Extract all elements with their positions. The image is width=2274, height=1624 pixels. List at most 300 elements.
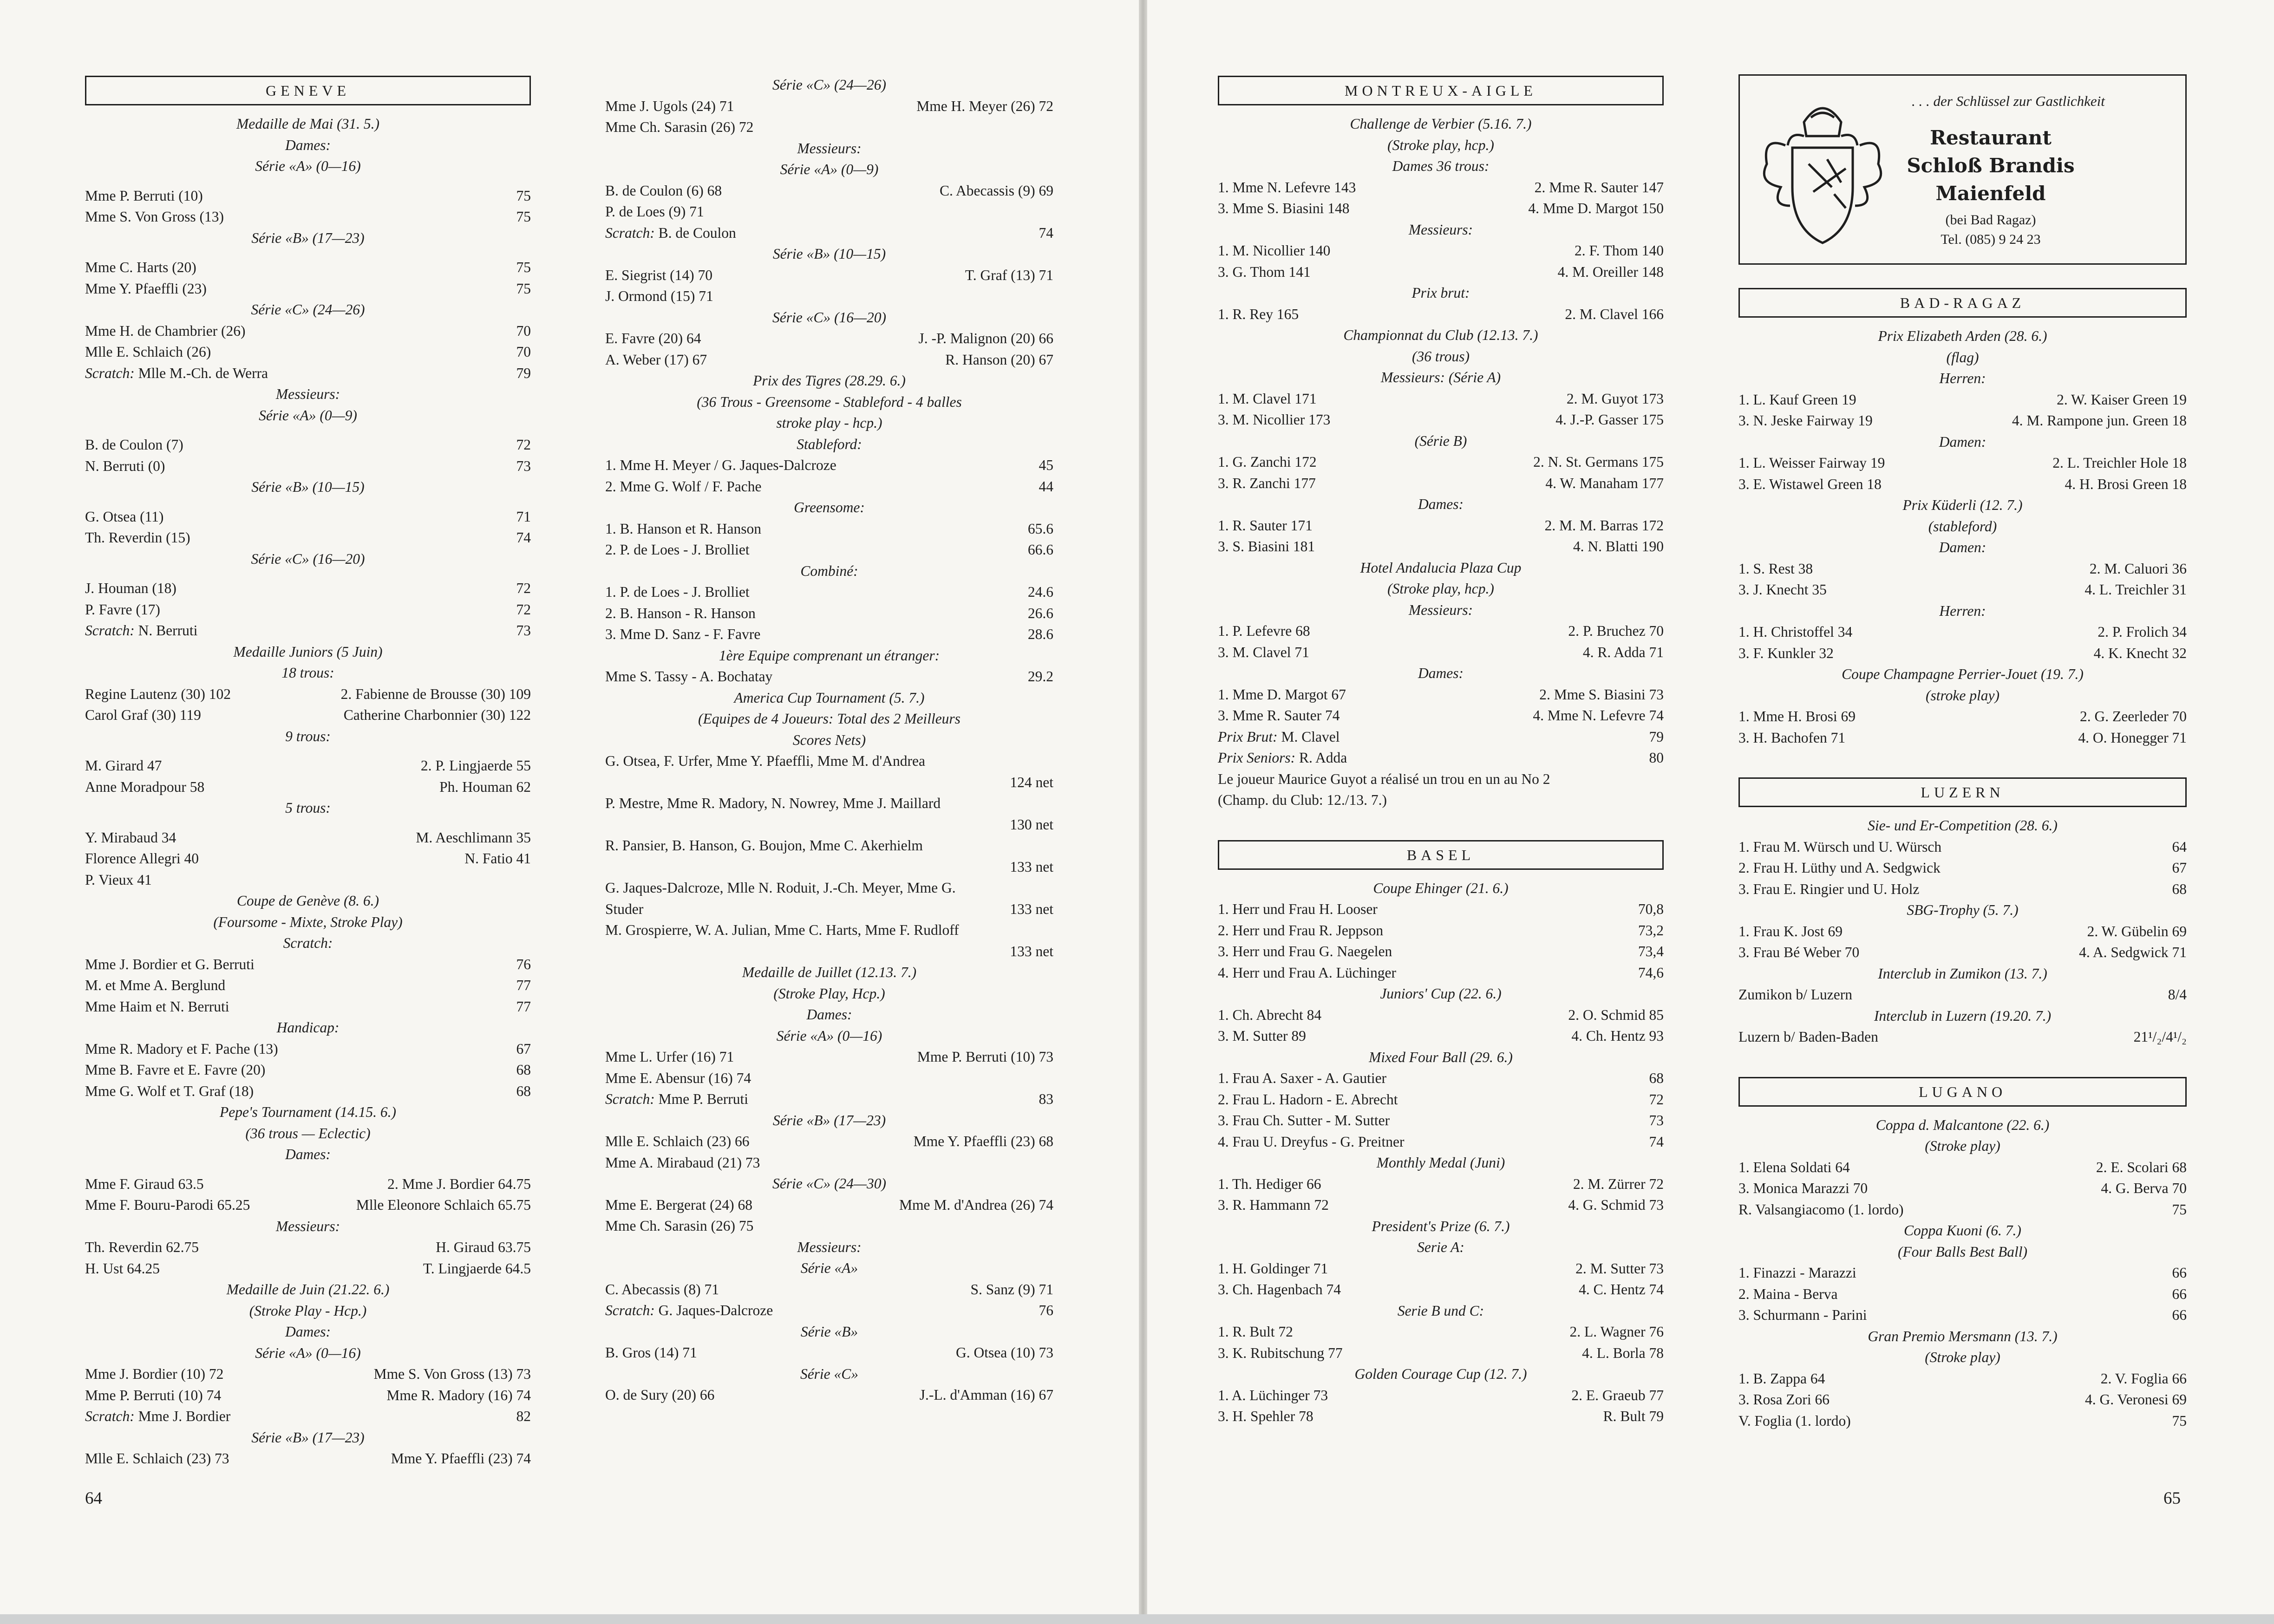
subheading: (stableford) <box>1928 518 1997 535</box>
result-name: Mme L. Urfer (16) 71 <box>605 1049 734 1065</box>
result-line: P. Vieux 41 <box>85 871 152 888</box>
result-score: 2. G. Zeerleder 70 <box>2079 708 2187 724</box>
subheading: 1ère Equipe comprenant un étranger: <box>719 647 940 664</box>
result-name: Studer <box>605 900 644 917</box>
result-row <box>85 1194 531 1216</box>
result-name: Mme J. Ugols (24) 71 <box>605 98 734 114</box>
subheading: (Stroke play) <box>1925 1138 2000 1154</box>
result-row <box>605 265 1053 286</box>
spacer <box>85 1165 531 1174</box>
result-row <box>1218 1131 1664 1153</box>
scratch-name: Mme J. Bordier <box>134 1408 231 1424</box>
result-score: 67 <box>2172 860 2187 876</box>
result-row <box>1738 706 2187 727</box>
result-name: Mme F. Bouru-Parodi 65.25 <box>85 1197 250 1213</box>
result-name: Mlle E. Schlaich (23) 66 <box>605 1133 750 1149</box>
result-row <box>1218 240 1664 261</box>
result-row <box>85 206 531 228</box>
spacer <box>85 747 531 755</box>
result-row <box>85 456 531 477</box>
result-score: 4. C. Hentz 74 <box>1579 1281 1664 1298</box>
subheading: SBG-Trophy (5. 7.) <box>1907 902 2019 918</box>
subheading: Coupe Ehinger (21. 6.) <box>1373 880 1509 896</box>
result-name: 3. J. Knecht 35 <box>1738 581 1827 598</box>
result-score: 73,4 <box>1638 943 1664 959</box>
subheading: Scratch: <box>283 935 333 951</box>
result-name: 3. K. Rubitschung 77 <box>1218 1344 1343 1361</box>
result-line: Mme A. Mirabaud (21) 73 <box>605 1154 760 1171</box>
result-line: G. Otsea, F. Urfer, Mme Y. Pfaeffli, Mme M. d'Andrea <box>605 753 925 769</box>
result-line: Mme Ch. Sarasin (26) 75 <box>605 1218 754 1234</box>
result-row <box>1218 1004 1664 1026</box>
result-name: H. Ust 64.25 <box>85 1260 160 1277</box>
result-line: Mme Ch. Sarasin (26) 72 <box>605 119 754 135</box>
result-score: 4. H. Brosi Green 18 <box>2065 476 2187 492</box>
result-row <box>605 772 1053 793</box>
result-name: 1. M. Nicollier 140 <box>1218 242 1331 259</box>
spacer <box>1738 1048 2187 1076</box>
result-score: 66 <box>2172 1307 2187 1323</box>
result-name: 4. Frau U. Dreyfus - G. Preitner <box>1218 1133 1405 1150</box>
subheading: (Four Balls Best Ball) <box>1897 1243 2028 1260</box>
subheading: Série «B» (17—23) <box>251 229 365 246</box>
result-line: R. Pansier, B. Hanson, G. Boujon, Mme C. Akerhielm <box>605 837 923 854</box>
result-score: 68 <box>1649 1070 1664 1086</box>
result-row <box>1218 1194 1664 1216</box>
subheading: Série «C» (16—20) <box>251 550 365 567</box>
subheading: Messieurs: <box>275 386 340 402</box>
result-row <box>605 328 1053 349</box>
subheading: (flag) <box>1946 349 1979 365</box>
result-row <box>1218 388 1664 410</box>
result-score: 4. L. Treichler 31 <box>2084 581 2187 598</box>
scratch-label <box>605 222 736 244</box>
spacer <box>85 569 531 578</box>
result-score: 2. M. Caluori 36 <box>2089 560 2187 577</box>
result-name: 1. L. Kauf Green 19 <box>1738 391 1856 408</box>
result-score: 2. M. Clavel 166 <box>1565 306 1664 322</box>
result-line: J. Ormond (15) 71 <box>605 288 713 304</box>
ad-address: (bei Bad Ragaz) Tel. (085) 9 24 23 <box>1941 212 2041 247</box>
result-score: 71 <box>516 508 531 525</box>
subheading: Dames: <box>1418 665 1464 681</box>
result-score: Mme Y. Pfaeffli (23) 74 <box>391 1450 531 1467</box>
result-row <box>1738 474 2187 495</box>
result-name: 2. Herr und Frau R. Jeppson <box>1218 922 1384 939</box>
book-gutter <box>1139 0 1147 1614</box>
subheading: President's Prize (6. 7.) <box>1372 1218 1510 1234</box>
result-row <box>1738 1178 2187 1199</box>
result-score: 73 <box>1649 1112 1664 1128</box>
result-row <box>1738 1368 2187 1389</box>
result-row <box>1218 920 1664 941</box>
result-name: 3. Mme D. Sanz - F. Favre <box>605 626 761 642</box>
result-name: Mme B. Favre et E. Favre (20) <box>85 1062 266 1078</box>
spacer <box>85 177 531 185</box>
subheading: Série «A» (0—9) <box>780 161 879 177</box>
result-score: 2. N. St. Germans 175 <box>1533 454 1664 470</box>
result-name: Mme S. Von Gross (13) <box>85 209 224 225</box>
result-name: 1. Frau M. Würsch und U. Würsch <box>1738 838 1942 855</box>
result-row <box>1738 1262 2187 1284</box>
result-score: J.-L. d'Amman (16) 67 <box>919 1387 1053 1403</box>
subheading: Série «B» (17—23) <box>772 1112 886 1128</box>
subheading: Medaille de Juin (21.22. 6.) <box>226 1281 390 1298</box>
left-column-1 <box>85 74 531 1469</box>
result-name: 3. Rosa Zori 66 <box>1738 1391 1830 1408</box>
subheading: stroke play - hcp.) <box>776 415 882 431</box>
subheading: Prix Elizabeth Arden (28. 6.) <box>1878 328 2047 344</box>
result-name: Mme J. Bordier et G. Berruti <box>85 956 255 972</box>
scratch-row <box>605 222 1053 244</box>
subheading: Mixed Four Ball (29. 6.) <box>1369 1049 1513 1065</box>
result-name: 3. G. Thom 141 <box>1218 263 1311 280</box>
result-row <box>1738 643 2187 664</box>
scratch-row <box>85 1406 531 1427</box>
result-row <box>85 954 531 975</box>
result-row <box>85 341 531 363</box>
result-line: Mme E. Abensur (16) 74 <box>605 1070 751 1086</box>
result-row <box>85 996 531 1017</box>
subheading: 5 trous: <box>285 800 331 816</box>
result-line: Le joueur Maurice Guyot a réalisé un trou en un au No 2 <box>1218 770 1550 787</box>
scratch-caption: Scratch: <box>605 224 655 241</box>
subheading: Damen: <box>1939 539 1986 555</box>
section-header: LUZERN <box>1738 777 2187 807</box>
result-name: 3. Herr und Frau G. Naegelen <box>1218 943 1392 959</box>
result-name: 3. Schurmann - Parini <box>1738 1307 1867 1323</box>
result-score: 21¹/₂/4¹/₂ <box>2133 1029 2187 1045</box>
scratch-score: 83 <box>1039 1091 1053 1107</box>
result-name: B. de Coulon (6) 68 <box>605 182 722 199</box>
result-score: 2. P. Frolich 34 <box>2098 624 2187 640</box>
result-score: 2. E. Scolari 68 <box>2096 1159 2187 1175</box>
result-score: 28.6 <box>1027 626 1053 642</box>
subheading: Scores Nets) <box>792 731 866 748</box>
section-header: LUGANO <box>1738 1077 2187 1107</box>
result-row <box>605 856 1053 878</box>
result-score: 74 <box>1649 1133 1664 1150</box>
result-name: 1. Mme H. Brosi 69 <box>1738 708 1856 724</box>
subheading: Serie A: <box>1417 1239 1464 1255</box>
result-row <box>1218 1385 1664 1406</box>
result-score: 75 <box>2172 1201 2187 1218</box>
result-name: Th. Reverdin (15) <box>85 529 190 546</box>
result-name: Luzern b/ Baden-Baden <box>1738 1029 1878 1045</box>
subheading: Sie- und Er-Competition (28. 6.) <box>1868 817 2058 834</box>
result-score: R. Bult 79 <box>1603 1408 1664 1424</box>
subheading: 18 trous: <box>281 665 334 681</box>
result-score: Mlle Eleonore Schlaich 65.75 <box>356 1197 531 1213</box>
subheading: Série «C» (24—26) <box>251 301 365 318</box>
result-name: Zumikon b/ Luzern <box>1738 986 1852 1003</box>
result-name: 1. P. de Loes - J. Brolliet <box>605 584 750 600</box>
result-row <box>1738 836 2187 858</box>
result-score: 65.6 <box>1027 520 1053 537</box>
result-row <box>1218 684 1664 705</box>
result-score: 2. M. Sutter 73 <box>1575 1260 1664 1277</box>
result-name: E. Siegrist (14) 70 <box>605 267 712 283</box>
result-row <box>1218 962 1664 984</box>
spacer <box>85 498 531 506</box>
subheading: (36 trous) <box>1412 348 1470 365</box>
result-score: 4. G. Veronesi 69 <box>2084 1391 2187 1408</box>
scratch-label <box>605 1300 773 1321</box>
result-score: 77 <box>516 998 531 1015</box>
subheading: Messieurs: <box>275 1218 340 1234</box>
scratch-name: Mlle M.-Ch. de Werra <box>134 365 268 381</box>
result-name: 3. H. Bachofen 71 <box>1738 729 1846 746</box>
result-row <box>1218 642 1664 663</box>
subheading: Prix des Tigres (28.29. 6.) <box>753 372 906 389</box>
result-score: T. Graf (13) 71 <box>965 267 1053 283</box>
result-score: 2. M. Guyot 173 <box>1566 390 1664 407</box>
result-row <box>85 320 531 342</box>
result-name: Mme C. Harts (20) <box>85 259 196 275</box>
scratch-label <box>85 363 268 384</box>
subheading: Dames: <box>285 1324 331 1340</box>
subheading: Prix brut: <box>1411 285 1470 301</box>
result-name: 3. R. Zanchi 177 <box>1218 475 1316 491</box>
result-name: 2. P. de Loes - J. Brolliet <box>605 541 750 558</box>
subheading: Messieurs: <box>1408 221 1473 238</box>
subheading: Messieurs: <box>797 140 862 157</box>
result-score: 2. Fabienne de Brousse (30) 109 <box>340 685 531 702</box>
result-name: 3. M. Sutter 89 <box>1218 1028 1306 1044</box>
scratch-caption: Prix Seniors: <box>1218 750 1296 766</box>
subheading: Série «B» (10—15) <box>772 246 886 262</box>
result-score: 70 <box>516 344 531 360</box>
result-row <box>605 666 1053 687</box>
result-row <box>1218 1279 1664 1300</box>
subheading: Interclub in Luzern (19.20. 7.) <box>1874 1007 2052 1024</box>
result-score: 4. G. Berva 70 <box>2101 1180 2187 1196</box>
result-score: 66.6 <box>1027 541 1053 558</box>
result-row <box>605 1046 1053 1068</box>
result-row <box>605 1342 1053 1363</box>
result-line: (Champ. du Club: 12./13. 7.) <box>1218 792 1387 808</box>
result-row <box>85 1363 531 1385</box>
result-score: 24.6 <box>1027 584 1053 600</box>
spacer <box>85 819 531 827</box>
subheading: (Equipes de 4 Joueurs: Total des 2 Meilleurs <box>698 711 961 727</box>
result-row <box>1218 473 1664 494</box>
result-score: 2. L. Wagner 76 <box>1569 1324 1664 1340</box>
result-name: B. Gros (14) 71 <box>605 1344 697 1361</box>
scratch-score: 76 <box>1039 1302 1053 1318</box>
page-number: 64 <box>85 1489 102 1508</box>
result-score: 2. P. Lingjaerde 55 <box>420 757 531 774</box>
result-name: Mme J. Bordier (10) 72 <box>85 1366 224 1382</box>
result-name: 3. M. Nicollier 173 <box>1218 411 1331 428</box>
result-row <box>85 755 531 776</box>
result-score: Catherine Charbonnier (30) 122 <box>343 707 531 723</box>
result-name: 4. Herr und Frau A. Lüchinger <box>1218 964 1397 981</box>
result-score: 4. W. Manaham 177 <box>1545 475 1664 491</box>
scratch-name: N. Berruti <box>134 622 198 639</box>
result-row <box>1218 1321 1664 1343</box>
result-row <box>605 518 1053 540</box>
result-row <box>605 603 1053 624</box>
result-row <box>85 1385 531 1406</box>
result-row <box>1738 389 2187 411</box>
subheading: (Stroke Play, Hcp.) <box>773 985 885 1002</box>
result-row <box>605 1384 1053 1406</box>
result-name: 1. B. Hanson et R. Hanson <box>605 520 761 537</box>
result-line: M. Grospierre, W. A. Julian, Mme C. Harts, Mme F. Rudloff <box>605 922 959 938</box>
subheading: (stroke play) <box>1926 687 2000 704</box>
scratch-row <box>1218 726 1664 748</box>
scratch-row <box>85 620 531 641</box>
result-row <box>1738 879 2187 900</box>
scratch-row <box>85 363 531 384</box>
result-name: Mme E. Bergerat (24) 68 <box>605 1196 752 1213</box>
subheading: Pepe's Tournament (14.15. 6.) <box>219 1104 397 1120</box>
result-row <box>605 1279 1053 1300</box>
scratch-row <box>1218 747 1664 769</box>
result-name: 3. Mme R. Sauter 74 <box>1218 707 1340 724</box>
result-score: 4. Mme D. Margot 150 <box>1528 200 1664 216</box>
result-score: C. Abecassis (9) 69 <box>940 182 1053 199</box>
result-row <box>1218 1110 1664 1131</box>
subheading: Medaille de Juillet (12.13. 7.) <box>742 964 917 980</box>
result-name: Th. Reverdin 62.75 <box>85 1239 199 1255</box>
result-name: 3. M. Clavel 71 <box>1218 644 1309 660</box>
result-row <box>85 278 531 300</box>
result-name: 1. M. Clavel 171 <box>1218 390 1317 407</box>
result-name: 3. N. Jeske Fairway 19 <box>1738 412 1873 429</box>
result-row <box>605 624 1053 645</box>
result-name: V. Foglia (1. lordo) <box>1738 1412 1851 1429</box>
result-score: 133 net <box>1010 943 1053 959</box>
result-row <box>605 455 1053 476</box>
result-score: M. Aeschlimann 35 <box>416 829 531 846</box>
result-name: 1. P. Lefevre 68 <box>1218 623 1310 639</box>
result-row <box>1738 857 2187 879</box>
result-score: 72 <box>516 437 531 453</box>
result-score: 75 <box>2172 1412 2187 1429</box>
result-name: Mme R. Madory et F. Pache (13) <box>85 1040 278 1057</box>
left-page <box>0 0 1139 1614</box>
subheading: Série «A» (0—9) <box>259 407 357 424</box>
result-row <box>85 1081 531 1102</box>
result-score: 4. L. Borla 78 <box>1582 1344 1664 1361</box>
result-row <box>1218 1089 1664 1110</box>
result-score: 2. Mme R. Sauter 147 <box>1534 179 1664 196</box>
scratch-row <box>605 1300 1053 1321</box>
subheading: Série «A» (0—16) <box>255 1344 361 1361</box>
subheading: Série «C» (24—30) <box>772 1175 886 1192</box>
result-row <box>85 1237 531 1258</box>
result-row <box>1218 899 1664 920</box>
result-name: P. Favre (17) <box>85 601 160 618</box>
subheading: Juniors' Cup (22. 6.) <box>1380 985 1502 1002</box>
result-row <box>605 539 1053 561</box>
result-name: Mme S. Tassy - A. Bochatay <box>605 668 773 685</box>
result-name: J. Houman (18) <box>85 580 176 596</box>
result-name: 1. R. Sauter 171 <box>1218 517 1313 534</box>
scratch-name: M. Clavel <box>1277 728 1340 745</box>
result-score: 8/4 <box>2168 986 2187 1003</box>
result-name: 1. Elena Soldati 64 <box>1738 1159 1850 1175</box>
result-name: 3. E. Wistawel Green 18 <box>1738 476 1882 492</box>
subheading: Série «C» (16—20) <box>772 309 886 326</box>
result-name: 1. Finazzi - Marazzi <box>1738 1265 1856 1281</box>
result-row <box>1738 727 2187 749</box>
result-name: 1. H. Goldinger 71 <box>1218 1260 1328 1277</box>
result-row <box>1218 451 1664 473</box>
result-line: P. Mestre, Mme R. Madory, N. Nowrey, Mme J. Maillard <box>605 795 941 811</box>
result-row <box>85 434 531 456</box>
result-row <box>85 185 531 207</box>
result-row <box>85 1174 531 1195</box>
subheading: Prix Küderli (12. 7.) <box>1902 497 2023 513</box>
result-row <box>1218 515 1664 536</box>
result-row <box>605 814 1053 835</box>
subheading: Série «A» <box>800 1260 858 1276</box>
result-score: Mme R. Madory (16) 74 <box>386 1387 531 1403</box>
result-score: 4. K. Knecht 32 <box>2093 645 2187 661</box>
result-line: P. de Loes (9) 71 <box>605 203 704 220</box>
result-name: 3. Ch. Hagenbach 74 <box>1218 1281 1341 1298</box>
result-name: 1. R. Rey 165 <box>1218 306 1299 322</box>
result-score: 73,2 <box>1638 922 1664 939</box>
result-row <box>1738 558 2187 580</box>
result-score: 2. W. Kaiser Green 19 <box>2057 391 2187 408</box>
right-column-1 <box>1218 74 1664 1427</box>
subheading: Série «A» (0—16) <box>255 158 361 174</box>
spacer <box>1738 748 2187 776</box>
result-score: 68 <box>2172 880 2187 897</box>
result-row <box>1738 579 2187 600</box>
right-column-2 <box>1738 74 2187 1431</box>
result-score: 29.2 <box>1027 668 1053 685</box>
result-row <box>1738 1157 2187 1178</box>
result-row <box>85 1038 531 1060</box>
scratch-label <box>85 1406 230 1427</box>
result-score: H. Giraud 63.75 <box>436 1239 531 1255</box>
result-row <box>1218 177 1664 198</box>
subheading: America Cup Tournament (5. 7.) <box>734 689 925 706</box>
result-score: 4. Ch. Hentz 93 <box>1571 1028 1664 1044</box>
result-row <box>605 941 1053 962</box>
section-header: GENEVE <box>85 76 531 105</box>
result-row <box>1738 452 2187 474</box>
scratch-score: 79 <box>516 365 531 381</box>
result-row <box>605 899 1053 920</box>
result-row <box>85 527 531 548</box>
result-row <box>605 96 1053 117</box>
subheading: Greensome: <box>794 499 865 515</box>
result-score: 72 <box>516 580 531 596</box>
subheading: Interclub in Zumikon (13. 7.) <box>1878 965 2047 982</box>
result-score: 2. L. Treichler Hole 18 <box>2052 455 2187 471</box>
scratch-name: R. Adda <box>1295 750 1347 766</box>
subheading: Championnat du Club (12.13. 7.) <box>1343 327 1538 343</box>
result-name: Mme G. Wolf et T. Graf (18) <box>85 1083 254 1099</box>
result-score: 2. F. Thom 140 <box>1574 242 1664 259</box>
result-name: 3. F. Kunkler 32 <box>1738 645 1834 661</box>
result-score: 45 <box>1039 457 1053 473</box>
section-header: BAD-RAGAZ <box>1738 288 2187 318</box>
result-row <box>1738 921 2187 942</box>
result-row <box>605 1131 1053 1152</box>
result-name: E. Favre (20) 64 <box>605 330 701 346</box>
result-name: 3. Frau E. Ringier und U. Holz <box>1738 880 1920 897</box>
result-score: 66 <box>2172 1265 2187 1281</box>
result-score: 44 <box>1039 478 1053 495</box>
spacer <box>85 426 531 434</box>
